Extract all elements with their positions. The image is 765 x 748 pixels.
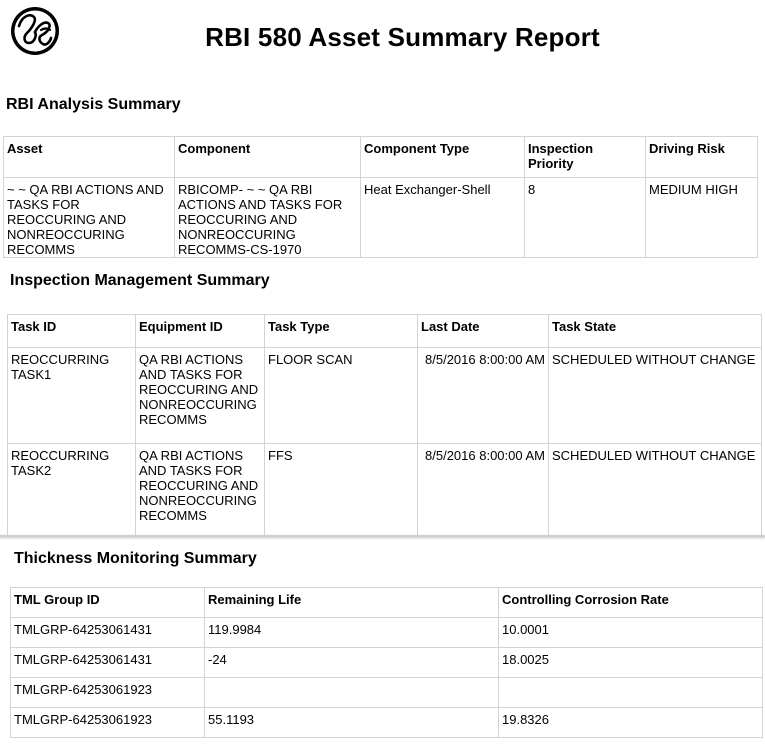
thickness-section-title: Thickness Monitoring Summary [14, 550, 257, 567]
corrosion-rate-cell: 10.0001 [499, 618, 763, 648]
table-row [11, 678, 763, 708]
component-cell: RBICOMP- ~ ~ QA RBI ACTIONS AND TASKS FOR REOCCURING AND NONREOCCURING RECOMMS-CS-1970 [175, 178, 361, 258]
last-date-cell: 8/5/2016 8:00:00 AM [418, 348, 549, 444]
task-type-cell: FFS [265, 444, 418, 537]
tml-group-id-cell: TMLGRP-64253061431 [11, 648, 205, 678]
column-header: Task Type [265, 315, 418, 348]
corrosion-rate-cell [499, 678, 763, 708]
rbi-section-title: RBI Analysis Summary [6, 96, 181, 113]
task-id-cell: REOCCURRING TASK2 [8, 444, 136, 537]
column-header: Component [175, 137, 361, 178]
column-header: Component Type [361, 137, 525, 178]
table-row [11, 618, 763, 648]
table-header-row [8, 315, 762, 348]
column-header: Controlling Corrosion Rate [499, 588, 763, 618]
remaining-life-cell: 119.9984 [205, 618, 499, 648]
last-date-cell: 8/5/2016 8:00:00 AM [418, 444, 549, 537]
task-id-cell: REOCCURRING TASK1 [8, 348, 136, 444]
column-header: Task State [549, 315, 762, 348]
asset-cell: ~ ~ QA RBI ACTIONS AND TASKS FOR REOCCURING AND NONREOCCURING RECOMMS [4, 178, 175, 258]
equipment-id-cell: QA RBI ACTIONS AND TASKS FOR REOCCURING AND NONREOCCURING RECOMMS [136, 348, 265, 444]
remaining-life-cell: -24 [205, 648, 499, 678]
inspection-section-title: Inspection Management Summary [10, 272, 270, 289]
inspection-summary-table [7, 314, 762, 536]
tml-group-id-cell: TMLGRP-64253061923 [11, 678, 205, 708]
table-row [8, 444, 762, 537]
driving-risk-cell: MEDIUM HIGH [646, 178, 758, 258]
column-header: Last Date [418, 315, 549, 348]
tml-group-id-cell: TMLGRP-64253061923 [11, 708, 205, 738]
inspection-scroll-area[interactable] [0, 306, 765, 536]
remaining-life-cell: 55.1193 [205, 708, 499, 738]
equipment-id-cell: QA RBI ACTIONS AND TASKS FOR REOCCURING AND NONREOCCURING RECOMMS [136, 444, 265, 537]
inspection-priority-cell: 8 [525, 178, 646, 258]
column-header: TML Group ID [11, 588, 205, 618]
column-header: Driving Risk [646, 137, 758, 178]
task-state-cell: SCHEDULED WITHOUT CHANGE [549, 444, 762, 537]
corrosion-rate-cell: 19.8326 [499, 708, 763, 738]
table-row [11, 708, 763, 738]
section-divider [0, 535, 765, 537]
remaining-life-cell [205, 678, 499, 708]
table-row [8, 348, 762, 444]
table-header-row [11, 588, 763, 618]
table-header-row [4, 137, 758, 178]
task-state-cell: SCHEDULED WITHOUT CHANGE [549, 348, 762, 444]
component-type-cell: Heat Exchanger-Shell [361, 178, 525, 258]
column-header: Remaining Life [205, 588, 499, 618]
svg-text:GE: GE [35, 52, 37, 53]
column-header: Asset [4, 137, 175, 178]
thickness-summary-table [10, 587, 763, 738]
column-header: Inspection Priority [525, 137, 646, 178]
corrosion-rate-cell: 18.0025 [499, 648, 763, 678]
column-header: Equipment ID [136, 315, 265, 348]
task-type-cell: FLOOR SCAN [265, 348, 418, 444]
table-row [4, 178, 758, 258]
rbi-summary-table [3, 136, 758, 258]
tml-group-id-cell: TMLGRP-64253061431 [11, 618, 205, 648]
report-title: RBI 580 Asset Summary Report [205, 22, 600, 52]
table-row [11, 648, 763, 678]
column-header: Task ID [8, 315, 136, 348]
